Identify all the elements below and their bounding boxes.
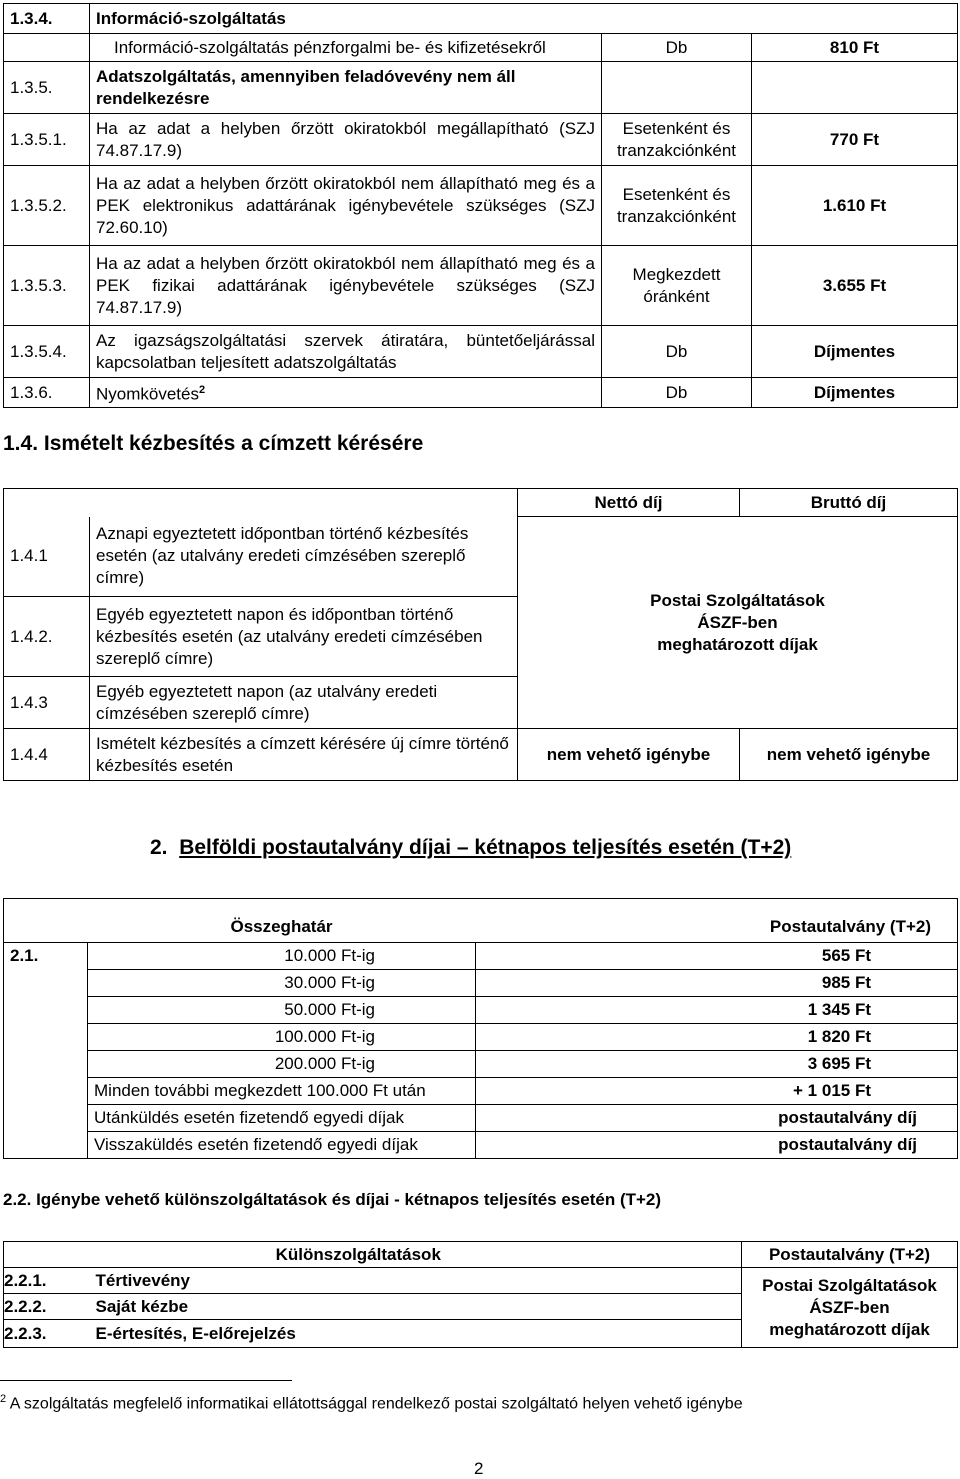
service-text: Ha az adat a helyben őrzött okiratokból megállapítható (SZJ 74.87.17.9) [90,114,602,166]
price: 3.655 Ft [752,246,958,326]
row-num: 1.4.3 [4,677,90,729]
footnote [0,1393,743,1413]
service-text: Aznapi egyeztetett időpontban történő kézbesítés esetén (az utalvány eredeti címzésében szereplő címre) [90,517,518,597]
service-text: Ismételt kézbesítés a címzett kérésére új címre történő kézbesítés esetén [90,729,518,781]
fee-table-postal-order [3,898,958,1159]
unit: Db [602,326,752,378]
col-price: Postautalvány (T+2) [476,899,958,943]
price: 3 695 Ft [476,1051,958,1078]
footnote-rule [0,1380,292,1381]
amount: 200.000 Ft-ig [88,1051,476,1078]
fee-table-special-services [3,1241,958,1348]
price: Díjmentes [752,326,958,378]
row-num: 1.3.5.4. [4,326,90,378]
section-title: Adatszolgáltatás, amennyiben feladóvevény nem áll rendelkezésre [90,62,602,114]
row-num: 1.3.5. [4,62,90,114]
price: postautalvány díj [476,1105,958,1132]
extra-label: Visszaküldés esetén fizetendő egyedi díjak [88,1132,476,1159]
row-num: 2.2.1. [4,1268,90,1294]
unit: Db [602,34,752,62]
amount: 50.000 Ft-ig [88,997,476,1024]
row-num: 2.2.2. [4,1294,90,1320]
service-name: Tértivevény [90,1268,742,1294]
merged-fee: Postai Szolgáltatások ÁSZF-ben meghatározott díjak [742,1268,958,1348]
col-net: Nettó díj [518,489,740,517]
section-heading-2-2: 2.2. Igénybe vehető különszolgáltatások és díjai - kétnapos teljesítés esetén (T+2) [3,1190,662,1209]
col-gross: Bruttó díj [740,489,958,517]
row-num: 1.3.5.3. [4,246,90,326]
service-text: Egyéb egyeztetett napon és időpontban történő kézbesítés esetén (az utalvány eredeti címzésében szereplő címre) [90,597,518,677]
row-num: 2.2.3. [4,1320,90,1348]
extra-label: Utánküldés esetén fizetendő egyedi díjak [88,1105,476,1132]
unit: Db [602,378,752,408]
price: 565 Ft [476,943,958,970]
service-text: Ha az adat a helyben őrzött okiratokból nem állapítható meg és a PEK fizikai adattárának igénybevétele szükséges (SZJ 74.87.17.9) [90,246,602,326]
col-price: Postautalvány (T+2) [742,1242,958,1268]
row-num: 1.3.4. [4,4,90,34]
service-text: Egyéb egyeztetett napon (az utalvány eredeti címzésében szereplő címre) [90,677,518,729]
service-text: Információ-szolgáltatás pénzforgalmi be- és kifizetésekről [90,34,602,62]
price: postautalvány díj [476,1132,958,1159]
service-name: Saját kézbe [90,1294,742,1320]
amount: 100.000 Ft-ig [88,1024,476,1051]
merged-fee: Postai Szolgáltatások ÁSZF-ben meghatározott díjak [518,517,958,729]
col-amount: Összeghatár [88,899,476,943]
price: 770 Ft [752,114,958,166]
unit: Megkezdett óránként [602,246,752,326]
unit: Esetenként és tranzakciónként [602,166,752,246]
net-fee: nem vehető igénybe [518,729,740,781]
footnote-mark: 2 [0,1393,7,1405]
unit: Esetenként és tranzakciónként [602,114,752,166]
service-text: Az igazságszolgáltatási szervek átiratára, büntetőeljárással kapcsolatban teljesített adatszolgáltatás [90,326,602,378]
price: 985 Ft [476,970,958,997]
footnote-text: A szolgáltatás megfelelő informatikai ellátottsággal rendelkező postai szolgáltató helyen vehető igénybe [9,1395,743,1413]
row-num: 1.3.6. [4,378,90,408]
price: + 1 015 Ft [476,1078,958,1105]
amount: 10.000 Ft-ig [88,943,476,970]
fee-table-info [3,3,958,408]
price: 1.610 Ft [752,166,958,246]
service-text: Nyomkövetés$^2$ [90,378,602,408]
page-number: 2 [474,1459,484,1478]
section-heading-2: 2. Belföldi postautalvány díjai – kétnapos teljesítés esetén (T+2) [150,836,792,859]
gross-fee: nem vehető igénybe [740,729,958,781]
service-name: E-értesítés, E-előrejelzés [90,1320,742,1348]
col-service: Különszolgáltatások [90,1242,742,1268]
fee-table-redelivery [3,488,958,781]
extra-label: Minden további megkezdett 100.000 Ft után [88,1078,476,1105]
price: 1 820 Ft [476,1024,958,1051]
row-num: 1.4.4 [4,729,90,781]
footnote-ref: 2 [198,384,206,397]
price: 1 345 Ft [476,997,958,1024]
row-num: 1.3.5.1. [4,114,90,166]
price: 810 Ft [752,34,958,62]
row-num: 2.1. [4,943,88,970]
row-num: 1.3.5.2. [4,166,90,246]
section-heading-1-4: 1.4. Ismételt kézbesítés a címzett kérésére [3,432,424,455]
price: Díjmentes [752,378,958,408]
row-num: 1.4.2. [4,597,90,677]
section-title: Információ-szolgáltatás [90,4,602,34]
row-num: 1.4.1 [4,517,90,597]
amount: 30.000 Ft-ig [88,970,476,997]
service-text: Ha az adat a helyben őrzött okiratokból nem állapítható meg és a PEK elektronikus adattárának igénybevétele szükséges (SZJ 72.60.10) [90,166,602,246]
